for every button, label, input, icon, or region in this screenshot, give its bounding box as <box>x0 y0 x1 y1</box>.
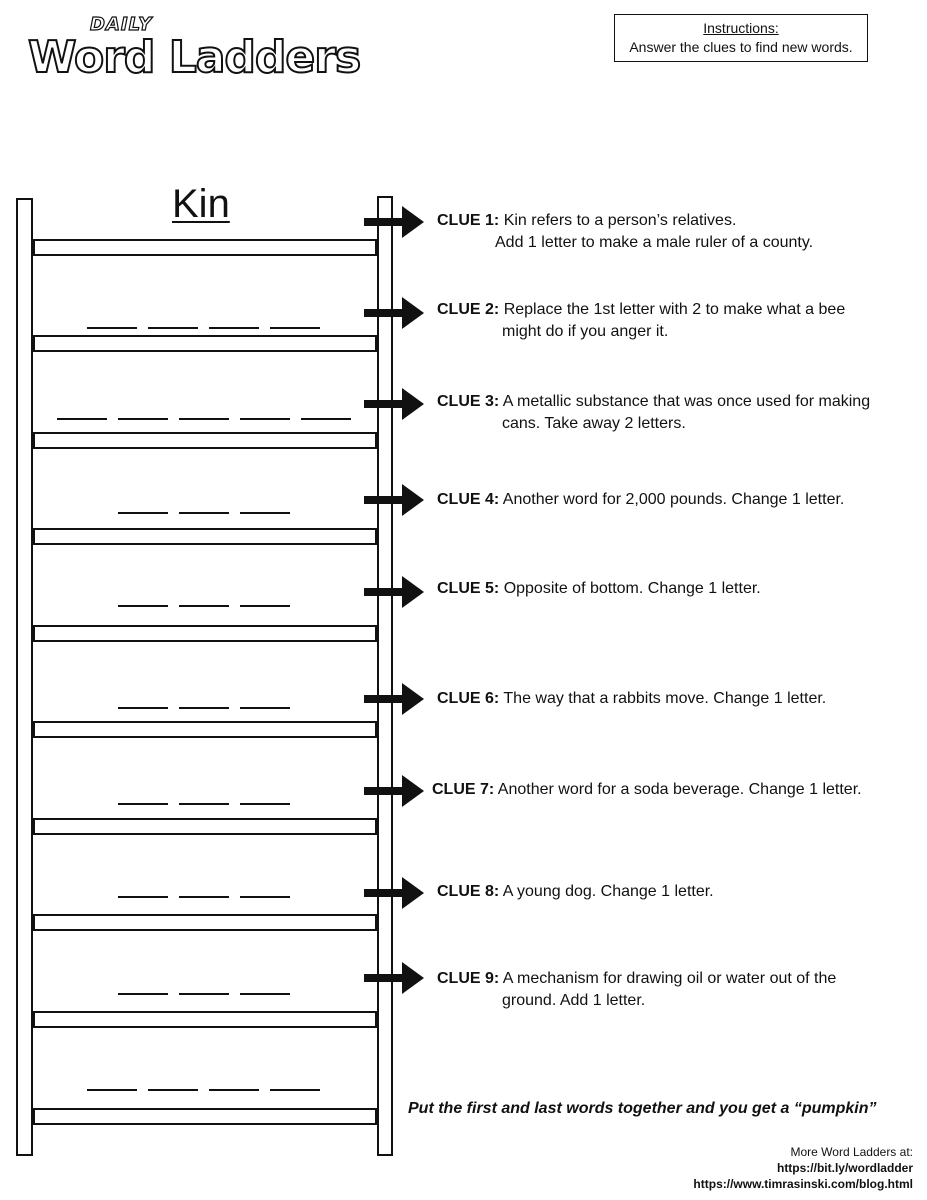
letter-blank[interactable] <box>118 896 168 898</box>
clue-9 <box>437 968 907 1012</box>
footer-links <box>693 1144 913 1192</box>
letter-blank[interactable] <box>209 327 259 329</box>
letter-blank[interactable] <box>118 418 168 420</box>
right-arrow-icon <box>364 572 426 612</box>
ladder-rung <box>33 625 377 642</box>
ladder-left-rail <box>16 198 33 1156</box>
clue-text: Kin refers to a person’s relatives. <box>503 212 737 229</box>
right-arrow-icon <box>364 202 426 242</box>
letter-blank[interactable] <box>118 605 168 607</box>
ladder-rung <box>33 335 377 352</box>
clue-5 <box>437 578 907 600</box>
letter-blank[interactable] <box>118 512 168 514</box>
clue-3 <box>437 391 907 435</box>
clue-label: CLUE 8: <box>437 883 500 900</box>
logo-word-ladders-text: Word Ladders <box>28 32 361 83</box>
letter-blank[interactable] <box>179 803 229 805</box>
clue-text: Another word for 2,000 pounds. Change 1 letter. <box>502 491 845 508</box>
right-arrow-icon <box>364 384 426 424</box>
footer-link-blog[interactable]: https://www.timrasinski.com/blog.html <box>693 1177 913 1191</box>
letter-blank[interactable] <box>240 803 290 805</box>
letter-blank[interactable] <box>179 512 229 514</box>
logo-daily-text: DAILY <box>90 14 153 35</box>
clue-6 <box>437 688 907 710</box>
instructions-text: Answer the clues to find new words. <box>629 39 853 55</box>
clue-label: CLUE 9: <box>437 970 500 987</box>
letter-blank[interactable] <box>240 993 290 995</box>
ladder-rung <box>33 721 377 738</box>
footer-label: More Word Ladders at: <box>790 1145 913 1159</box>
ladder-rung <box>33 528 377 545</box>
ladder-rung <box>33 1108 377 1125</box>
instructions-title: Instructions: <box>703 20 779 36</box>
clue-text: Another word for a soda beverage. Change 1 letter. <box>497 781 862 798</box>
clue-label: CLUE 1: <box>437 212 500 229</box>
letter-blank[interactable] <box>240 707 290 709</box>
letter-blank[interactable] <box>118 993 168 995</box>
letter-blank[interactable] <box>270 327 320 329</box>
clue-label: CLUE 2: <box>437 301 500 318</box>
clue-text: Replace the 1st letter with 2 to make what a bee <box>503 301 846 318</box>
clue-8 <box>437 881 907 903</box>
clue-label: CLUE 4: <box>437 491 500 508</box>
clue-label: CLUE 5: <box>437 580 500 597</box>
clue-label: CLUE 7: <box>432 781 495 798</box>
letter-blank[interactable] <box>240 512 290 514</box>
letter-blank[interactable] <box>179 605 229 607</box>
clue-text: A mechanism for drawing oil or water out of the <box>502 970 837 987</box>
clue-1 <box>437 210 907 254</box>
clue-label: CLUE 6: <box>437 690 500 707</box>
ladder-rung <box>33 914 377 931</box>
letter-blank[interactable] <box>240 418 290 420</box>
ladder-rung <box>33 432 377 449</box>
letter-blank[interactable] <box>209 1089 259 1091</box>
clue-text-cont: Add 1 letter to make a male ruler of a county. <box>495 234 814 251</box>
letter-blank[interactable] <box>148 1089 198 1091</box>
daily-word-ladders-logo <box>28 12 361 98</box>
ladder-rung <box>33 818 377 835</box>
ladder-rung <box>33 239 377 256</box>
letter-blank[interactable] <box>179 418 229 420</box>
letter-blank[interactable] <box>118 803 168 805</box>
instructions-box <box>614 14 868 62</box>
letter-blank[interactable] <box>148 327 198 329</box>
letter-blank[interactable] <box>301 418 351 420</box>
clue-2 <box>437 299 907 343</box>
clue-text: A young dog. Change 1 letter. <box>502 883 714 900</box>
letter-blank[interactable] <box>179 707 229 709</box>
clue-text: A metallic substance that was once used for making <box>502 393 871 410</box>
letter-blank[interactable] <box>57 418 107 420</box>
right-arrow-icon <box>364 958 426 998</box>
letter-blank[interactable] <box>87 1089 137 1091</box>
letter-blank[interactable] <box>270 1089 320 1091</box>
right-arrow-icon <box>364 293 426 333</box>
start-word: Kin <box>172 182 230 226</box>
footer-link-bitly[interactable]: https://bit.ly/wordladder <box>776 1161 913 1175</box>
ladder-rung <box>33 1011 377 1028</box>
right-arrow-icon <box>364 480 426 520</box>
right-arrow-icon <box>364 679 426 719</box>
ladder-right-rail <box>377 196 393 1156</box>
right-arrow-icon <box>364 873 426 913</box>
letter-blank[interactable] <box>118 707 168 709</box>
clue-7 <box>432 779 902 801</box>
clue-text-cont: might do if you anger it. <box>502 323 669 340</box>
clue-text-cont: cans. Take away 2 letters. <box>502 415 686 432</box>
clue-text: Opposite of bottom. Change 1 letter. <box>503 580 761 597</box>
letter-blank[interactable] <box>179 896 229 898</box>
clue-text: The way that a rabbits move. Change 1 letter. <box>503 690 827 707</box>
clue-4 <box>437 489 907 511</box>
final-note: Put the first and last words together and you get a “pumpkin” <box>408 1100 877 1117</box>
letter-blank[interactable] <box>179 993 229 995</box>
letter-blank[interactable] <box>240 605 290 607</box>
letter-blank[interactable] <box>240 896 290 898</box>
letter-blank[interactable] <box>87 327 137 329</box>
right-arrow-icon <box>364 771 426 811</box>
clue-text-cont: ground. Add 1 letter. <box>502 992 646 1009</box>
clue-label: CLUE 3: <box>437 393 500 410</box>
